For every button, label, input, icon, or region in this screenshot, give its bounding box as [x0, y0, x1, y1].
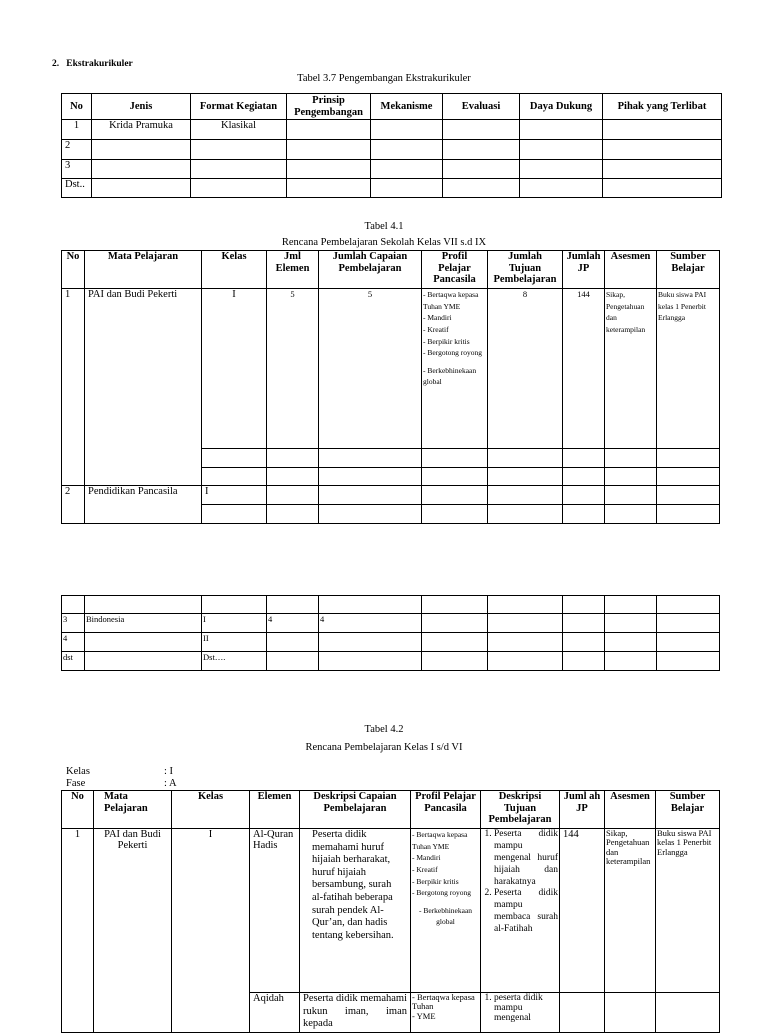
section-title: Ekstrakurikuler [66, 59, 133, 69]
tp-item: 2. Peserta didik mampu membaca surah al-Fatihah [494, 888, 558, 936]
cell-mapel: PAI dan Budi Pekerti [85, 289, 202, 486]
table-4-1-caption: Tabel 4.1 [364, 221, 404, 232]
cell-no: 1 [62, 829, 94, 1033]
kelas-value: : I [164, 766, 174, 777]
column-header: Profil Pelajar Pancasila [422, 251, 488, 289]
column-header: Pihak yang Terlibat [603, 94, 722, 120]
tp-item: 1. peserta didik mampu mengenal [494, 993, 558, 1023]
column-header: Jumlah Tujuan Pembelajaran [488, 251, 563, 289]
column-header: Sumber Belajar [656, 791, 720, 829]
table-row [62, 160, 722, 179]
section-number: 2. [52, 59, 60, 69]
cell-no: 1 [62, 289, 85, 486]
table-3-7 [61, 93, 722, 198]
table-row [62, 289, 720, 449]
column-header: Jumlah Capaian Pembelajaran [319, 251, 422, 289]
cell-sumber: Buku siswa PAI kelas 1 Penerbit Erlangga [657, 289, 720, 449]
column-header: No [62, 251, 85, 289]
cell-mapel: Bindonesia [85, 614, 202, 633]
cell-cp: 5 [319, 289, 422, 449]
cell-no: dst [62, 652, 85, 671]
table-header-row [62, 791, 720, 829]
column-header: Elemen [250, 791, 300, 829]
cell-no: 1 [62, 120, 92, 140]
fase-value: : A [164, 778, 177, 789]
column-header: Format Kegiatan [191, 94, 287, 120]
column-header: No [62, 94, 92, 120]
table-row [62, 596, 720, 614]
cell-elemen: Aqidah [250, 993, 300, 1033]
column-header: Evaluasi [443, 94, 520, 120]
kelas-fase-info [66, 766, 177, 790]
cell-elemen: 4 [267, 614, 319, 633]
cell-kelas: I [202, 486, 267, 505]
profil-item: - Berkebhinekaan global [412, 905, 479, 928]
profil-item: - Bergotong royong [412, 887, 479, 899]
fase-label: Fase [66, 778, 86, 789]
cell-no: 4 [62, 633, 85, 652]
table-4-1 [61, 250, 720, 524]
column-header: Mekanisme [371, 94, 443, 120]
profil-item: - YME [412, 1012, 479, 1021]
kelas-label: Kelas [66, 766, 90, 777]
profil-item: - Berpikir kritis [423, 336, 486, 348]
profil-item: - Mandiri [412, 852, 479, 864]
profil-item: - Berpikir kritis [412, 876, 479, 888]
column-header: Mata Pelajaran [94, 791, 172, 829]
table-row [62, 652, 720, 671]
cell-format: Klasikal [191, 120, 287, 140]
column-header: Kelas [172, 791, 250, 829]
cell-no: 2 [62, 486, 85, 524]
profil-item: - Mandiri [423, 312, 486, 324]
column-header: No [62, 791, 94, 829]
table-4-2-caption: Tabel 4.2 [364, 724, 404, 735]
cell-cp: Peserta didik memahami huruf hijaiah berharakat, huruf hijaiah bersambung, surah al-fatihah beberapa surah pendek Al-Qur’an, dan hadis tentang kebersihan. [300, 829, 411, 993]
table-row [62, 120, 722, 140]
cell-kelas: Dst…. [202, 652, 267, 671]
cell-kelas: I [172, 829, 250, 1033]
profil-item: - Bertaqwa kepasa Tuhan YME [412, 829, 479, 852]
column-header: Profil Pelajar Pancasila [411, 791, 481, 829]
cell-no: Dst.. [62, 179, 92, 198]
column-header: Jumlah JP [563, 251, 605, 289]
cell-jp: 144 [560, 829, 605, 993]
cell-profil [422, 289, 488, 449]
cell-jenis: Krida Pramuka [92, 120, 191, 140]
table-4-2 [61, 790, 720, 1033]
cell-cp: 4 [319, 614, 422, 633]
profil-item: - Bertaqwa kepasa Tuhan [412, 993, 479, 1012]
column-header: Kelas [202, 251, 267, 289]
cell-asesmen: Sikap, Pengetahuan dan keterampilan [605, 289, 657, 449]
column-header: Juml ah JP [560, 791, 605, 829]
cell-kelas: I [202, 614, 267, 633]
cell-no: 3 [62, 160, 92, 179]
profil-item: - Kreatif [412, 864, 479, 876]
cell-kelas: II [202, 633, 267, 652]
column-header: Prinsip Pengembangan [287, 94, 371, 120]
cell-mapel: PAI dan Budi Pekerti [94, 829, 172, 1033]
cell-no: 3 [62, 614, 85, 633]
cell-elemen: 5 [267, 289, 319, 449]
cell-tp: 8 [488, 289, 563, 449]
profil-item: - Berkebhinekaan global [423, 365, 486, 388]
table-row [62, 140, 722, 160]
cell-cp: Peserta didik memahami rukun iman, iman kepada [300, 993, 411, 1033]
column-header: Daya Dukung [520, 94, 603, 120]
cell-tp [481, 993, 560, 1033]
column-header: Jenis [92, 94, 191, 120]
cell-no: 2 [62, 140, 92, 160]
column-header: Deskripsi Tujuan Pembelajaran [481, 791, 560, 829]
column-header: Mata Pelajaran [85, 251, 202, 289]
column-header: Asesmen [605, 791, 656, 829]
table-row [62, 179, 722, 198]
cell-mapel: Pendidikan Pancasila [85, 486, 202, 524]
cell-profil [411, 829, 481, 993]
cell-jp: 144 [563, 289, 605, 449]
table-4-1-continued [61, 595, 720, 671]
table-header-row [62, 251, 720, 289]
cell-profil [411, 993, 481, 1033]
profil-item: - Bertaqwa kepasa Tuhan YME [423, 289, 486, 312]
cell-kelas: I [202, 289, 267, 449]
table-header-row [62, 94, 722, 120]
table-row [62, 633, 720, 652]
table-3-7-caption: Tabel 3.7 Pengembangan Ekstrakurikuler [297, 73, 471, 84]
table-4-2-subtitle: Rencana Pembelajaran Kelas I s/d VI [305, 742, 463, 753]
table-row [62, 486, 720, 505]
profil-item: - Bergotong royong [423, 347, 486, 359]
column-header: Sumber Belajar [657, 251, 720, 289]
column-header: Asesmen [605, 251, 657, 289]
section-heading [52, 59, 133, 69]
table-4-1-subtitle: Rencana Pembelajaran Sekolah Kelas VII s.d IX [281, 237, 487, 248]
table-row [62, 829, 720, 993]
cell-tp [481, 829, 560, 993]
column-header: Deskripsi Capaian Pembelajaran [300, 791, 411, 829]
cell-asesmen: Sikap, Pengetahuan dan keterampilan [605, 829, 656, 993]
cell-sumber: Buku siswa PAI kelas 1 Penerbit Erlangga [656, 829, 720, 993]
table-row [62, 614, 720, 633]
profil-item: - Kreatif [423, 324, 486, 336]
column-header: Jml Elemen [267, 251, 319, 289]
tp-item: 1. Peserta didik mampu mengenal huruf hijaiah dan harakatnya [494, 829, 558, 888]
cell-elemen: Al-Quran Hadis [250, 829, 300, 993]
